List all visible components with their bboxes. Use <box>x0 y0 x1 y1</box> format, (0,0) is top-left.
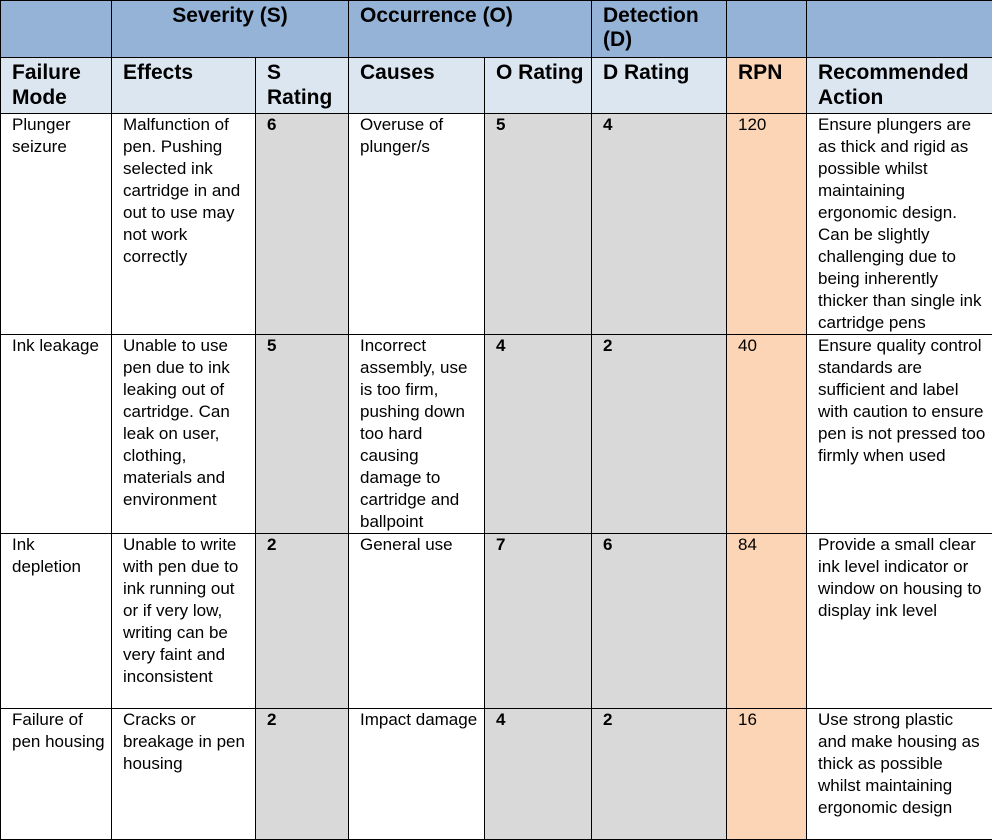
detection-group-header: Detection (D) <box>592 1 727 58</box>
causes-cell: Overuse of plunger/s <box>349 114 485 335</box>
recommended-action-cell: Provide a small clear ink level indicator or window on housing to display ink level <box>807 534 992 709</box>
d-rating-cell: 2 <box>592 335 727 534</box>
severity-group-header: Severity (S) <box>112 1 349 58</box>
effects-cell: Cracks or breakage in pen housing <box>112 709 256 840</box>
d-rating-cell: 2 <box>592 709 727 840</box>
o-rating-cell: 5 <box>485 114 592 335</box>
o-rating-cell: 7 <box>485 534 592 709</box>
group-blank-cell <box>807 1 992 58</box>
rpn-cell: 120 <box>727 114 807 335</box>
failure-mode-cell: Ink depletion <box>1 534 112 709</box>
causes-cell: Incorrect assembly, use is too firm, pushing down too hard causing damage to cartridge and ballpoint <box>349 335 485 534</box>
effects-cell: Malfunction of pen. Pushing selected ink cartridge in and out to use may not work correctly <box>112 114 256 335</box>
d-rating-header: D Rating <box>592 58 727 114</box>
causes-cell: Impact damage <box>349 709 485 840</box>
table-row <box>1 335 992 534</box>
causes-header: Causes <box>349 58 485 114</box>
table-row <box>1 534 992 709</box>
failure-mode-cell: Ink leakage <box>1 335 112 534</box>
o-rating-cell: 4 <box>485 335 592 534</box>
effects-cell: Unable to use pen due to ink leaking out of cartridge. Can leak on user, clothing, materials and environment <box>112 335 256 534</box>
recommended-action-cell: Ensure plungers are as thick and rigid as possible whilst maintaining ergonomic design. Can be slightly challenging due to being inherently thicker than single ink cartridge pens <box>807 114 992 335</box>
table-row <box>1 114 992 335</box>
causes-cell: General use <box>349 534 485 709</box>
s-rating-cell: 6 <box>256 114 349 335</box>
effects-cell: Unable to write with pen due to ink running out or if very low, writing can be very faint and inconsistent <box>112 534 256 709</box>
failure-mode-cell: Failure of pen housing <box>1 709 112 840</box>
d-rating-cell: 6 <box>592 534 727 709</box>
s-rating-cell: 2 <box>256 709 349 840</box>
o-rating-header: O Rating <box>485 58 592 114</box>
column-header-row <box>1 58 992 114</box>
rpn-cell: 84 <box>727 534 807 709</box>
failure-mode-header: Failure Mode <box>1 58 112 114</box>
failure-mode-cell: Plunger seizure <box>1 114 112 335</box>
recommended-action-cell: Use strong plastic and make housing as thick as possible whilst maintaining ergonomic design <box>807 709 992 840</box>
group-blank-cell <box>727 1 807 58</box>
effects-header: Effects <box>112 58 256 114</box>
group-header-row <box>1 1 992 58</box>
recommended-action-header: Recommended Action <box>807 58 992 114</box>
d-rating-cell: 4 <box>592 114 727 335</box>
rpn-cell: 40 <box>727 335 807 534</box>
rpn-cell: 16 <box>727 709 807 840</box>
s-rating-cell: 5 <box>256 335 349 534</box>
rpn-header: RPN <box>727 58 807 114</box>
occurrence-group-header: Occurrence (O) <box>349 1 592 58</box>
group-blank-cell <box>1 1 112 58</box>
s-rating-header: S Rating <box>256 58 349 114</box>
table-row <box>1 709 992 840</box>
s-rating-cell: 2 <box>256 534 349 709</box>
recommended-action-cell: Ensure quality control standards are sufficient and label with caution to ensure pen is not pressed too firmly when used <box>807 335 992 534</box>
o-rating-cell: 4 <box>485 709 592 840</box>
